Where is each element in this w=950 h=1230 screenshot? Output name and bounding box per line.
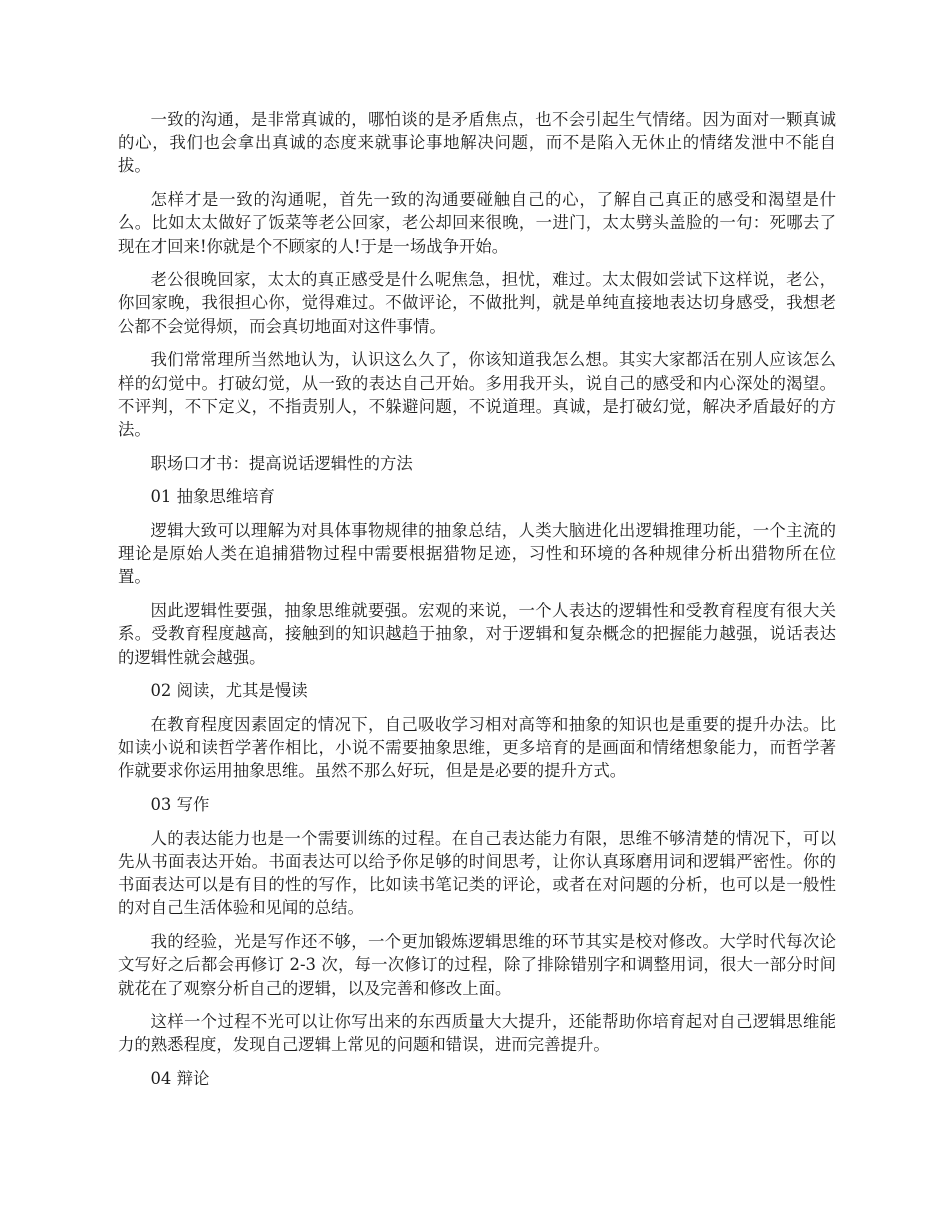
paragraph-education-logic: 因此逻辑性要强，抽象思维就要强。宏观的来说，一个人表达的逻辑性和受教育程度有很大关系。受教育程度越高，接触到的知识越趋于抽象，对于逻辑和复杂概念的把握能力越强，说话表达的逻辑性就会越强。: [118, 601, 836, 667]
paragraph-reading: 在教育程度因素固定的情况下，自己吸收学习相对高等和抽象的知识也是重要的提升办法。比如读小说和读哲学著作相比，小说不需要抽象思维，更多培育的是画面和情绪想象能力，而哲学著作就要求你运用抽象思维。虽然不那么好玩，但是是必要的提升方式。: [118, 714, 836, 781]
section-title-logic-methods: 职场口才书：提高说话逻辑性的方法: [150, 453, 413, 473]
heading-04-debate: 04 辩论: [150, 1069, 210, 1089]
paragraph-consistent-communication: 怎样才是一致的沟通呢，首先一致的沟通要碰触自己的心，了解自己真正的感受和渴望是什么。比如太太做好了饭菜等老公回家，老公却回来很晚，一进门，太太劈头盖脸的一句：死哪去了现在才回来!你就是个不顾家的人!于是一场战争开始。: [118, 190, 836, 256]
heading-03-writing: 03 写作: [150, 795, 210, 815]
document-body: [118, 108, 836, 1101]
paragraph-break-illusion: 我们常常理所当然地认为，认识这么久了，你该知道我怎么想。其实大家都活在别人应该怎么样的幻觉中。打破幻觉，从一致的表达自己开始。多用我开头，说自己的感受和内心深处的渴望。不评判，不下定义，不指责别人，不躲避问题，不说道理。真诚，是打破幻觉，解决矛盾最好的方法。: [118, 350, 836, 439]
paragraph-improvement: 这样一个过程不光可以让你写出来的东西质量大大提升，还能帮助你培育起对自己逻辑思维能力的熟悉程度，发现自己逻辑上常见的问题和错误，进而完善提升。: [118, 1012, 836, 1055]
heading-02-reading: 02 阅读，尤其是慢读: [150, 681, 308, 701]
heading-01-abstract-thinking: 01 抽象思维培育: [150, 487, 275, 507]
paragraph-logic-definition: 逻辑大致可以理解为对具体事物规律的抽象总结，人类大脑进化出逻辑推理功能，一个主流的理论是原始人类在追捕猎物过程中需要根据猎物足迹，习性和环境的各种规律分析出猎物所在位置。: [118, 521, 836, 587]
paragraph-sincere-communication: 一致的沟通，是非常真诚的，哪怕谈的是矛盾焦点，也不会引起生气情绪。因为面对一颗真诚的心，我们也会拿出真诚的态度来就事论事地解决问题，而不是陷入无休止的情绪发泄中不能自拔。: [118, 110, 836, 176]
paragraph-writing: 人的表达能力也是一个需要训练的过程。在自己表达能力有限，思维不够清楚的情况下，可以先从书面表达开始。书面表达可以给予你足够的时间思考，让你认真琢磨用词和逻辑严密性。你的书面表达可以是有目的性的写作，比如读书笔记类的评论，或者在对问题的分析，也可以是一般性的对自己生活体验和见闻的总结。: [118, 828, 836, 918]
paragraph-wife-feelings: 老公很晚回家，太太的真正感受是什么呢焦急，担忧，难过。太太假如尝试下这样说，老公，你回家晚，我很担心你，觉得难过。不做评论，不做批判，就是单纯直接地表达切身感受，我想老公都不会觉得烦，而会真切地面对这件事情。: [118, 270, 836, 336]
paragraph-revision: 我的经验，光是写作还不够，一个更加锻炼逻辑思维的环节其实是校对修改。大学时代每次论文写好之后都会再修订 2-3 次，每一次修订的过程，除了排除错别字和调整用词，很大一部分时间就花在了观察分析自己的逻辑，以及完善和修改上面。: [118, 932, 836, 998]
